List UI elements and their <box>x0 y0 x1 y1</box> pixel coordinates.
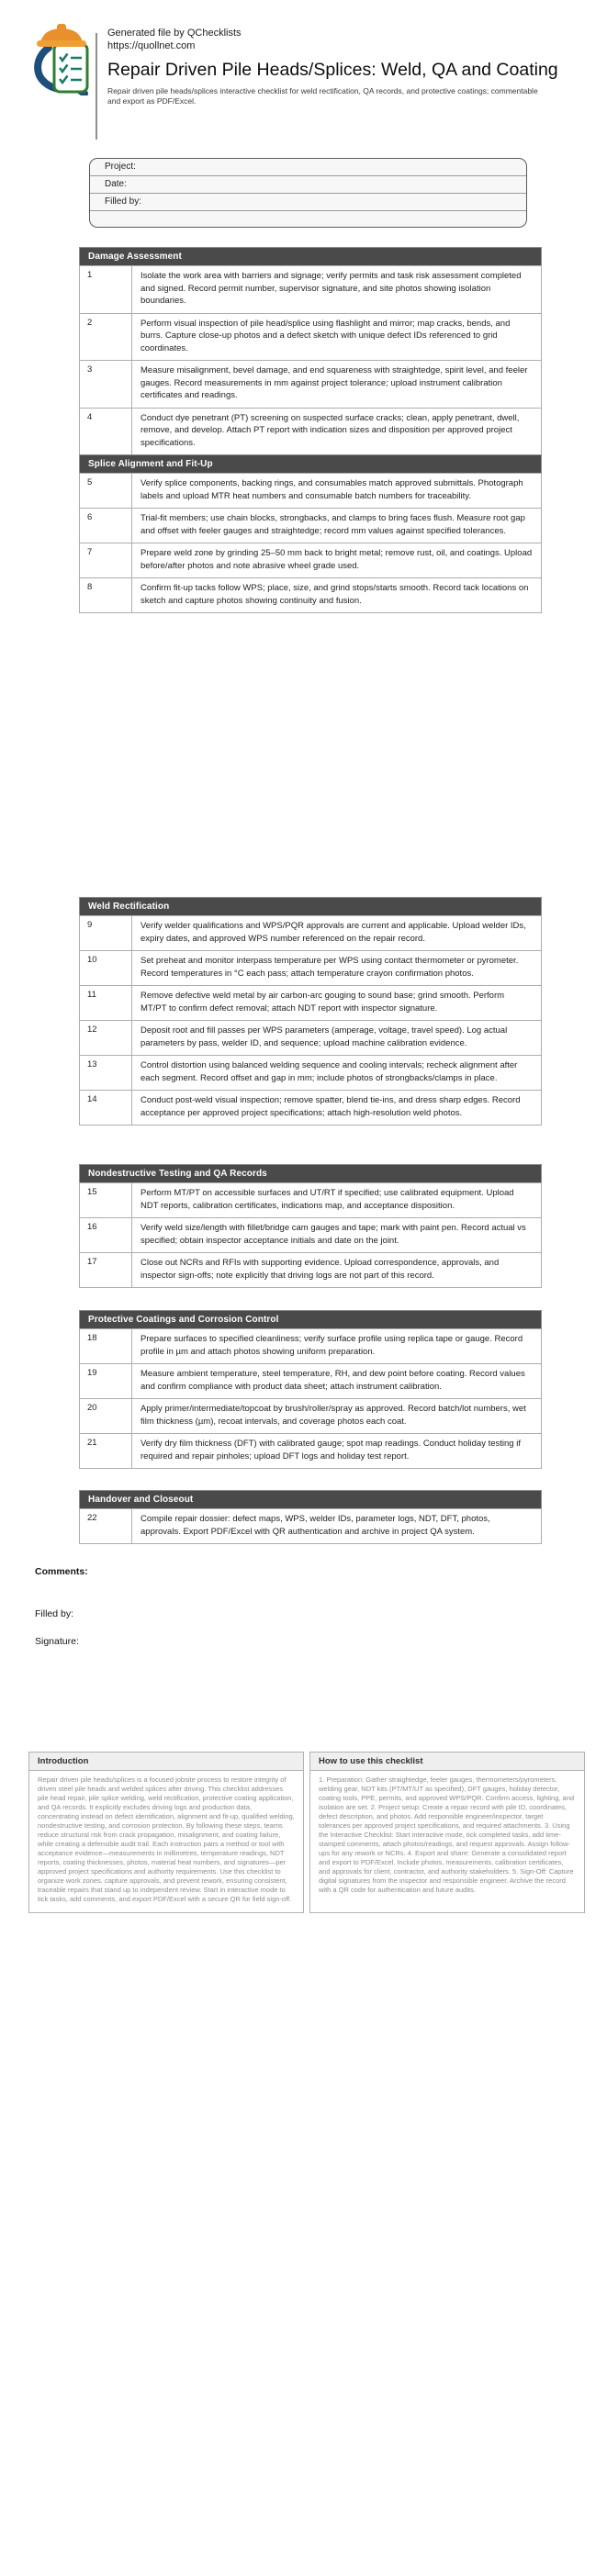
table-row <box>80 313 542 361</box>
row-number: 8 <box>80 578 132 613</box>
comments-label: Comments: <box>35 1566 88 1577</box>
row-number: 1 <box>80 266 132 314</box>
row-number: 3 <box>80 361 132 409</box>
table-row <box>80 1056 542 1091</box>
row-text: Control distortion using balanced welding sequence and cooling intervals; recheck alignment after each segment. Record offset and gap in mm; include photos of strongbacks/clamps in place. <box>132 1056 542 1091</box>
table-row <box>80 509 542 543</box>
row-number: 19 <box>80 1364 132 1399</box>
row-number: 20 <box>80 1399 132 1434</box>
introduction-heading: Introduction <box>29 1753 303 1771</box>
row-text: Verify splice components, backing rings, and consumables match approved submittals. Photograph labels and upload MTR heat numbers and consumable batch numbers for traceability. <box>132 474 542 509</box>
footer-info <box>28 1752 585 1913</box>
table-row <box>80 1021 542 1056</box>
table-row <box>80 1091 542 1126</box>
row-text: Deposit root and fill passes per WPS parameters (amperage, voltage, travel speed). Log actual parameters by pass, welder ID, and sequence; upload machine calibration evidence. <box>132 1021 542 1056</box>
row-text: Verify weld size/length with fillet/bridge cam gauges and tape; mark with paint pen. Record actual vs specified; obtain inspector acceptance initials and date on the joint. <box>132 1218 542 1253</box>
table-row <box>80 1509 542 1544</box>
row-number: 14 <box>80 1091 132 1126</box>
footer-introduction-box <box>28 1752 304 1913</box>
footer-howto-box <box>309 1752 585 1913</box>
row-text: Perform MT/PT on accessible surfaces and UT/RT if specified; use calibrated equipment. Upload NDT reports, calibration certificates, indications map, and acceptance disposition. <box>132 1183 542 1218</box>
section-ndt-qa-records <box>79 1164 542 1288</box>
section-splice-alignment <box>79 454 542 613</box>
table-row <box>80 1434 542 1469</box>
table-row <box>80 361 542 409</box>
section-header: Damage Assessment <box>80 248 542 266</box>
meta-row-date: Date: <box>90 176 526 194</box>
row-number: 5 <box>80 474 132 509</box>
section-weld-rectification <box>79 897 542 1126</box>
row-text: Isolate the work area with barriers and signage; verify permits and task risk assessment completed and signed. Record permit number, supervisor signature, and site photos showing isolation boundaries. <box>132 266 542 314</box>
row-text: Perform visual inspection of pile head/splice using flashlight and mirror; map cracks, bends, and burrs. Capture close-up photos and a defect sketch with unique defect IDs referenced to grid coordinates. <box>132 313 542 361</box>
table-row <box>80 578 542 613</box>
row-number: 9 <box>80 916 132 951</box>
section-header: Splice Alignment and Fit-Up <box>80 455 542 474</box>
row-number: 13 <box>80 1056 132 1091</box>
row-number: 15 <box>80 1183 132 1218</box>
row-number: 16 <box>80 1218 132 1253</box>
row-number: 18 <box>80 1329 132 1364</box>
section-header: Handover and Closeout <box>80 1491 542 1509</box>
table-row <box>80 266 542 314</box>
table-row <box>80 408 542 455</box>
table-row <box>80 543 542 578</box>
signature-label: Signature: <box>35 1636 79 1647</box>
howto-text: 1. Preparation: Gather straightedge, feeler gauges, thermometers/pyrometers, welding gear, NDT kits (PT/MT/UT as specified), DFT gauges, holiday detector, coating tools, PPE, permits, and approved WPS/PQR. Confirm access, lighting, and isolation are set. 2. Project setup: Create a repair record with pile ID, coordinates, defect description, and photos. Add responsible engineer/inspector, target tolerances per approved project specifications, and required attachments. 3. Using the Interactive Checklist: Start interactive mode, tick completed tasks, add time-stamped comments, attach photos/readings, and request approvals. Assign follow-ups for any rework or NCRs. 4. Export and share: Generate a consolidated report and export to PDF/Excel. Include photos, measurements, calibration certificates, and approvals for client, contractor, and authority stakeholders. 5. Sign-Off: Capture digital signatures from the inspector and responsible engineer. Archive the record with a QR code for authentication and future audits. <box>319 1775 575 1894</box>
table-row <box>80 916 542 951</box>
row-number: 4 <box>80 408 132 455</box>
meta-row-project: Project: <box>90 159 526 176</box>
row-number: 11 <box>80 986 132 1021</box>
page-title: Repair Driven Pile Heads/Splices: Weld, QA and Coating <box>107 60 558 80</box>
table-row <box>80 1253 542 1288</box>
row-number: 12 <box>80 1021 132 1056</box>
row-text: Apply primer/intermediate/topcoat by brush/roller/spray as approved. Record batch/lot numbers, wet film thickness (µm), recoat intervals, and coverage photos each coat. <box>132 1399 542 1434</box>
row-text: Measure ambient temperature, steel temperature, RH, and dew point before coating. Record values and confirm compliance with product data sheet; attach instrument calibration. <box>132 1364 542 1399</box>
site-url: https://quollnet.com <box>107 39 196 51</box>
row-text: Remove defective weld metal by air carbon-arc gouging to sound base; grind smooth. Perform MT/PT to confirm defect removal; attach NDT report with inspector signature. <box>132 986 542 1021</box>
row-number: 7 <box>80 543 132 578</box>
row-number: 2 <box>80 313 132 361</box>
meta-row-filled-by: Filled by: <box>90 194 526 211</box>
row-text: Trial-fit members; use chain blocks, strongbacks, and clamps to bring faces flush. Measure root gap and offset with feeler gauges and straightedge; record mm values against specified tolerances. <box>132 509 542 543</box>
table-row <box>80 951 542 986</box>
table-row <box>80 986 542 1021</box>
row-number: 21 <box>80 1434 132 1469</box>
page-subtitle: Repair driven pile heads/splices interactive checklist for weld rectification, QA records, and protective coatings; commentable and export as PDF/Excel. <box>107 85 538 106</box>
row-number: 22 <box>80 1509 132 1544</box>
row-number: 17 <box>80 1253 132 1288</box>
filled-by-label: Filled by: <box>35 1608 74 1619</box>
row-text: Set preheat and monitor interpass temperature per WPS using contact thermometer or pyrometer. Record temperatures in °C each pass; attach temperature crayon confirmation photos. <box>132 951 542 986</box>
row-text: Compile repair dossier: defect maps, WPS, welder IDs, parameter logs, NDT, DFT, photos, approvals. Export PDF/Excel with QR authentication and archive in project QA system. <box>132 1509 542 1544</box>
header-divider <box>96 33 97 140</box>
howto-heading: How to use this checklist <box>310 1753 584 1771</box>
section-header: Protective Coatings and Corrosion Control <box>80 1311 542 1329</box>
table-row <box>80 474 542 509</box>
row-text: Confirm fit-up tacks follow WPS; place, size, and grind stops/starts smooth. Record tack locations on sketch and capture photos showing continuity and fusion. <box>132 578 542 613</box>
meta-box <box>89 158 527 228</box>
row-text: Conduct dye penetrant (PT) screening on suspected surface cracks; clean, apply penetrant, dwell, remove, and develop. Attach PT report with indication sizes and disposition per approved project specifications. <box>132 408 542 455</box>
row-number: 10 <box>80 951 132 986</box>
section-protective-coatings <box>79 1310 542 1469</box>
table-row <box>80 1364 542 1399</box>
introduction-text: Repair driven pile heads/splices is a focused jobsite process to restore integrity of driven steel pile heads and welded splices after driving. This checklist addresses pile head repair, pile splice welding, weld rectification, protective coating application, and QA records. It explicitly excludes driving logs and production data, concentrating instead on defect identification, alignment and fit-up, qualified welding, nondestructive testing, and corrosion protection. By following these steps, teams reduce structural risk from crack propagation, misalignment, and coating failure, while creating a defensible audit trail. Each instruction pairs a method or tool with acceptance evidence—measurements in millimetres, temperature readings, NDT reports, coating thicknesses, photos, material heat numbers, and signatures—per approved project specifications and authority requirements. Use this checklist to organize work zones, capture approvals, and prevent rework, ensuring consistent, traceable repairs that stand up to independent review. Start in interactive mode to tick tasks, add comments, and export PDF/Excel with a secure QR for field sign-off. <box>38 1775 295 1903</box>
hard-hat-clipboard-logo-icon <box>33 20 92 100</box>
row-text: Conduct post-weld visual inspection; remove spatter, blend tie-ins, and dress sharp edges. Record acceptance per approved project specifications; attach high-resolution weld photos. <box>132 1091 542 1126</box>
section-handover-closeout <box>79 1490 542 1544</box>
row-text: Verify welder qualifications and WPS/PQR approvals are current and applicable. Upload welder IDs, expiry dates, and approved WPS number referenced on the repair record. <box>132 916 542 951</box>
section-header: Nondestructive Testing and QA Records <box>80 1165 542 1183</box>
row-text: Close out NCRs and RFIs with supporting evidence. Upload correspondence, approvals, and inspector sign-offs; note explicitly that driving logs are not part of this record. <box>132 1253 542 1288</box>
generator-line: Generated file by QChecklists <box>107 28 242 39</box>
meta-row-empty <box>90 211 526 228</box>
table-row <box>80 1399 542 1434</box>
section-damage-assessment <box>79 247 542 455</box>
row-number: 6 <box>80 509 132 543</box>
row-text: Measure misalignment, bevel damage, and end squareness with straightedge, spirit level, and feeler gauges. Record measurements in mm against project tolerance; upload instrument calibration certificates and readings. <box>132 361 542 409</box>
section-header: Weld Rectification <box>80 898 542 916</box>
row-text: Prepare surfaces to specified cleanliness; verify surface profile using replica tape or gauge. Record profile in µm and attach photos showing uniform preparation. <box>132 1329 542 1364</box>
table-row <box>80 1183 542 1218</box>
table-row <box>80 1218 542 1253</box>
table-row <box>80 1329 542 1364</box>
row-text: Verify dry film thickness (DFT) with calibrated gauge; spot map readings. Conduct holiday testing if required and repair pinholes; upload DFT logs and holiday test report. <box>132 1434 542 1469</box>
row-text: Prepare weld zone by grinding 25–50 mm back to bright metal; remove rust, oil, and coatings. Upload before/after photos and note abrasive wheel grade used. <box>132 543 542 578</box>
